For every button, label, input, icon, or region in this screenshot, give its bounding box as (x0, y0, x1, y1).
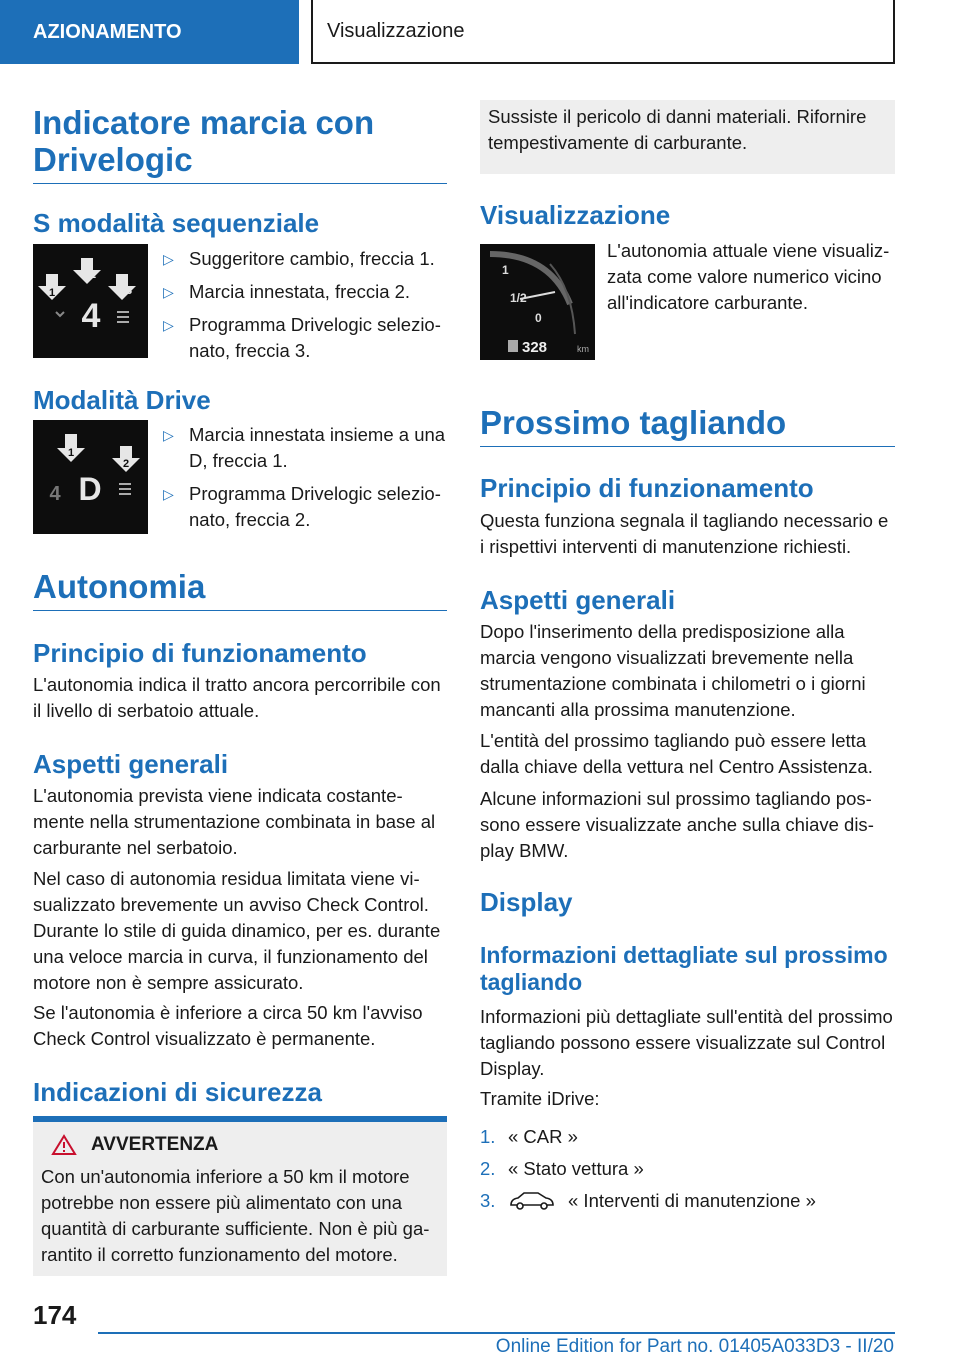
gear-letter: D (78, 471, 102, 507)
triangle-bullet-icon: ▷ (163, 486, 174, 502)
paragraph-principio: Questa funziona segnala il tagliando necessario e i rispettivi interventi di manutenzione richiesti. (480, 510, 889, 557)
warning-title: AVVERTENZA (41, 1134, 439, 1156)
heading-visualizzazione: Visualizzazione (480, 200, 671, 230)
fuel-gauge-icon (480, 244, 595, 360)
sequential-bullets (163, 246, 447, 364)
gear-digit: 4 (81, 297, 101, 335)
paragraph-aspetti-2: Nel caso di autonomia residua limitata viene visualizzato brevemente un avviso Check Control. Durante lo stile di guida dinamico, per es. durante una veloce marcia in curva, il funzionamento del motore non è sempre assicurato. (33, 868, 441, 993)
heading-display: Display (480, 887, 573, 917)
car-service-icon (508, 1190, 556, 1212)
paragraph-visualizzazione: L'autonomia attuale viene visualizzata come valore numerico vicino all'indicatore carburante. (607, 240, 890, 313)
triangle-bullet-icon: ▷ (163, 317, 174, 333)
heading-principio: Principio di funzionamento (480, 473, 814, 503)
page-number: 174 (33, 1300, 77, 1330)
paragraph-aspetti-1: L'autonomia prevista viene indicata costantemente nella strumentazione combinata in base al carburante nel serbatoio. (33, 785, 436, 858)
warning-triangle-icon (51, 1134, 77, 1156)
section-title: Visualizzazione (311, 0, 895, 64)
list-item: 1. « CAR » (480, 1126, 578, 1147)
list-item: ▷ Marcia innestata, freccia 2. (163, 279, 447, 305)
arrow-digit-2: 2 (89, 269, 97, 281)
gauge-label-half: 1/2 (510, 291, 527, 305)
list-item: ▷ Programma Drivelogic selezionato, freccia 3. (163, 312, 447, 364)
drive-bullets (163, 422, 447, 533)
gauge-label-full: 1 (502, 263, 509, 277)
heading-sicurezza: Indicazioni di sicurezza (33, 1077, 322, 1107)
heading-tagliando: Prossimo tagliando (480, 404, 895, 447)
paragraph-principio: L'autonomia indica il tratto ancora percorribile con il livello di serbatoio attuale. (33, 674, 441, 721)
heading-sequenziale: S modalità sequenziale (33, 208, 320, 238)
paragraph-idrive: Tramite iDrive: (480, 1088, 600, 1109)
sequential-arrows-icon (33, 244, 148, 358)
heading-drivelogic: Indicatore marcia con Drivelogic (33, 104, 447, 184)
heading-autonomia: Autonomia (33, 568, 447, 611)
heading-aspetti: Aspetti generali (480, 585, 676, 615)
range-unit: km (577, 344, 589, 354)
idrive-steps (480, 1124, 895, 1220)
note-text: Sussiste il pericolo di danni materiali. Rifornire tempestivamente di carburante. (488, 106, 867, 153)
chapter-tab: AZIONAMENTO (0, 0, 299, 64)
fuel-gauge-image (480, 244, 595, 360)
footer-divider (98, 1332, 895, 1334)
paragraph-aspetti-3: Alcune informazioni sul prossimo tagliando possono essere visualizzate anche sulla chiave display BMW. (480, 788, 874, 861)
list-item: ▷ Marcia innestata insieme a una D, freccia 1. (163, 422, 447, 474)
paragraph-info: Informazioni più dettagliate sull'entità del prossimo tagliando possono essere visualizzate sul Control Display. (480, 1006, 893, 1079)
warning-text: Con un'autonomia inferiore a 50 km il motore potrebbe non essere più alimentato con una quantità di carburante sufficiente. Non è più garantito il corretto funzionamento del motore. (41, 1166, 430, 1265)
triangle-bullet-icon: ▷ (163, 284, 174, 300)
list-item: ▷ Suggeritore cambio, freccia 1. (163, 246, 447, 272)
sequential-gear-icon (33, 244, 148, 358)
arrow-digit-1: 1 (67, 447, 75, 459)
drive-arrows-icon (33, 420, 148, 534)
heading-info: Informazioni dettagliate sul prossimo tagliando (480, 942, 888, 995)
gauge-label-empty: 0 (535, 311, 542, 325)
heading-drive: Modalità Drive (33, 385, 211, 415)
triangle-bullet-icon: ▷ (163, 251, 174, 267)
arrow-digit-3: 3 (125, 285, 133, 297)
list-item: ▷ Programma Drivelogic selezionato, freccia 2. (163, 481, 447, 533)
triangle-bullet-icon: ▷ (163, 427, 174, 443)
small-gear-digit: 4 (49, 483, 61, 505)
paragraph-aspetti-2: L'entità del prossimo tagliando può essere letta dalla chiave della vettura nel Centro Assistenza. (480, 730, 873, 777)
paragraph-aspetti-3: Se l'autonomia è inferiore a circa 50 km l'avviso Check Control visualizzato è permanente. (33, 1002, 423, 1049)
arrow-digit-1: 1 (48, 287, 56, 299)
drive-gear-icon (33, 420, 148, 534)
arrow-digit-2: 2 (122, 458, 130, 470)
list-item: 2. « Stato vettura » (480, 1158, 644, 1179)
note-box (480, 100, 895, 174)
list-item: 3. « Interventi di manutenzione » (480, 1190, 816, 1211)
heading-aspetti: Aspetti generali (33, 749, 229, 779)
range-value: 328 (522, 339, 548, 356)
warning-box (33, 1122, 447, 1276)
paragraph-aspetti-1: Dopo l'inserimento della predisposizione alla marcia vengono visualizzati brevemente nella strumentazione combinata i chilometri o i giorni mancanti alla prossima manutenzione. (480, 621, 866, 720)
footer-edition: Online Edition for Part no. 01405A033D3 - II/20 (495, 1336, 894, 1357)
heading-principio: Principio di funzionamento (33, 638, 367, 668)
